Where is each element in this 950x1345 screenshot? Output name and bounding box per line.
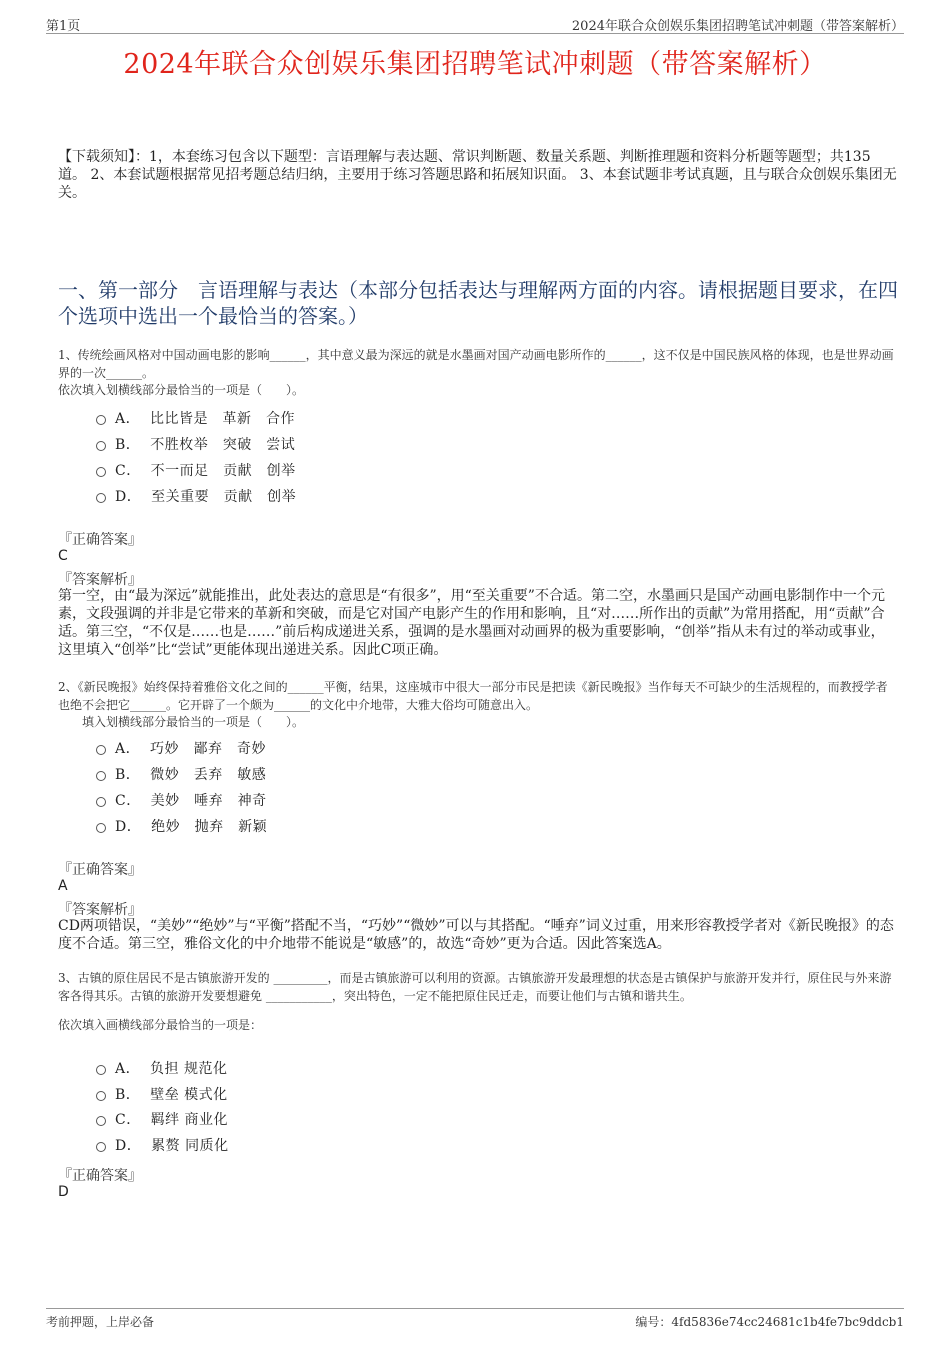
option-b[interactable]: B． 不胜枚举 突破 尝试 (96, 435, 295, 455)
correct-answer: A (58, 878, 68, 894)
radio-icon[interactable] (96, 1091, 106, 1101)
radio-icon[interactable] (96, 467, 106, 477)
radio-icon[interactable] (96, 1116, 106, 1126)
answer-analysis: 第一空，由“最为深远”就能推出，此处表达的意思是“有很多”，用“至关重要”不合适。第二空，水墨画只是国产动画电影制作中一个元素，文段强调的并非是它带来的革新和突破，而是它对国产电影产生的作用和影响，且“对……所作出的贡献”为常用搭配，用“贡献”合适。第三空，“不仅是……也是……”前后构成递进关系，强调的是水墨画对动画界的极为重要影响，“创举”指从未有过的举动或事业，这里填入“创举”比“尝试”更能体现出递进关系。因此C项正确。 (58, 588, 885, 658)
radio-icon[interactable] (96, 771, 106, 781)
question-2 (58, 679, 898, 732)
option-d[interactable]: D． 绝妙 抛弃 新颖 (96, 817, 267, 837)
footer-divider (46, 1308, 904, 1309)
radio-icon[interactable] (96, 1142, 106, 1152)
footer-slogan: 考前押题，上岸必备 (46, 1315, 155, 1329)
header-divider (46, 33, 904, 34)
question-stem: 2、《新民晚报》始终保持着雅俗文化之间的______平衡，结果，这座城市中很大一部分市民是把读《新民晚报》当作每天不可缺少的生活规程的，而教授学者也绝不会把它______。它开辟了一个颇为______的文化中介地带，大雅大俗均可随意出入。 (58, 680, 888, 712)
footer-serial: 编号：4fd5836e74cc24681c1b4fe7bc9ddcb1 (635, 1315, 904, 1329)
download-notice: 【下载须知】：1，本套练习包含以下题型：言语理解与表达题、常识判断题、数量关系题、判断推理题和资料分析题等题型；共135道。 2、本套试题根据常见招考题总结归纳，主要用于练习答题思路和拓展知识面。 3、本套试题非考试真题，且与联合众创娱乐集团无关。 (58, 149, 897, 201)
page-header (46, 15, 904, 33)
option-b[interactable]: B． 壁垒 模式化 (96, 1085, 228, 1105)
correct-answer: C (58, 548, 68, 564)
radio-icon[interactable] (96, 415, 106, 425)
question-stem: 3、古镇的原住居民不是古镇旅游开发的 _________，而是古镇旅游可以利用的资源。古镇旅游开发最理想的状态是古镇保护与旅游开发并行，原住民与外来游客各得其乐。古镇的旅游开发要想避免 ___________，突出特色，一定不能把原住民迁走，而要让他们与古镇和谐共生。 (58, 971, 892, 1003)
question-1 (58, 347, 898, 400)
correct-answer-label: 『正确答案』 (58, 1168, 142, 1184)
section-title: 一、第一部分 言语理解与表达（本部分包括表达与理解两方面的内容。请根据题目要求，在四个选项中选出一个最恰当的答案。） (58, 278, 898, 328)
option-b[interactable]: B． 微妙 丢弃 敏感 (96, 765, 266, 785)
radio-icon[interactable] (96, 493, 106, 503)
option-a[interactable]: A． 负担 规范化 (96, 1059, 227, 1079)
radio-icon[interactable] (96, 745, 106, 755)
question-stem: 1、传统绘画风格对中国动画电影的影响______，其中意义最为深远的就是水墨画对国产动画电影所作的______，这不仅是中国民族风格的体现，也是世界动画界的一次______。 (58, 348, 894, 380)
radio-icon[interactable] (96, 823, 106, 833)
option-c[interactable]: C． 羁绊 商业化 (96, 1110, 228, 1130)
document-title: 2024年联合众创娱乐集团招聘笔试冲刺题（带答案解析） (123, 49, 827, 80)
question-prompt: 依次填入划横线部分最恰当的一项是（ ）。 (58, 383, 305, 397)
question-prompt: 填入划横线部分最恰当的一项是（ ）。 (82, 715, 305, 729)
analysis-label: 『答案解析』 (58, 572, 142, 588)
option-a[interactable]: A． 比比皆是 革新 合作 (96, 409, 295, 429)
page-number: 第1页 (46, 19, 81, 34)
header-doc-title: 2024年联合众创娱乐集团招聘笔试冲刺题（带答案解析） (571, 19, 904, 34)
radio-icon[interactable] (96, 1065, 106, 1075)
option-d[interactable]: D． 累赘 同质化 (96, 1136, 229, 1156)
analysis-label: 『答案解析』 (58, 902, 142, 918)
correct-answer: D (58, 1184, 69, 1200)
option-a[interactable]: A． 巧妙 鄙弃 奇妙 (96, 739, 266, 759)
question-3 (58, 970, 898, 1035)
radio-icon[interactable] (96, 441, 106, 451)
question-prompt: 依次填入画横线部分最恰当的一项是： (58, 1018, 263, 1032)
correct-answer-label: 『正确答案』 (58, 532, 142, 548)
option-d[interactable]: D． 至关重要 贡献 创举 (96, 487, 296, 507)
option-c[interactable]: C． 不一而足 贡献 创举 (96, 461, 296, 481)
answer-analysis: CD两项错误，“美妙”“绝妙”与“平衡”搭配不当，“巧妙”“微妙”可以与其搭配。“唾弃”词义过重，用来形容教授学者对《新民晚报》的态度不合适。第三空，雅俗文化的中介地带不能说是“敏感”的，故选“奇妙”更为合适。因此答案选A。 (58, 918, 894, 952)
radio-icon[interactable] (96, 797, 106, 807)
option-c[interactable]: C． 美妙 唾弃 神奇 (96, 791, 267, 811)
correct-answer-label: 『正确答案』 (58, 862, 142, 878)
